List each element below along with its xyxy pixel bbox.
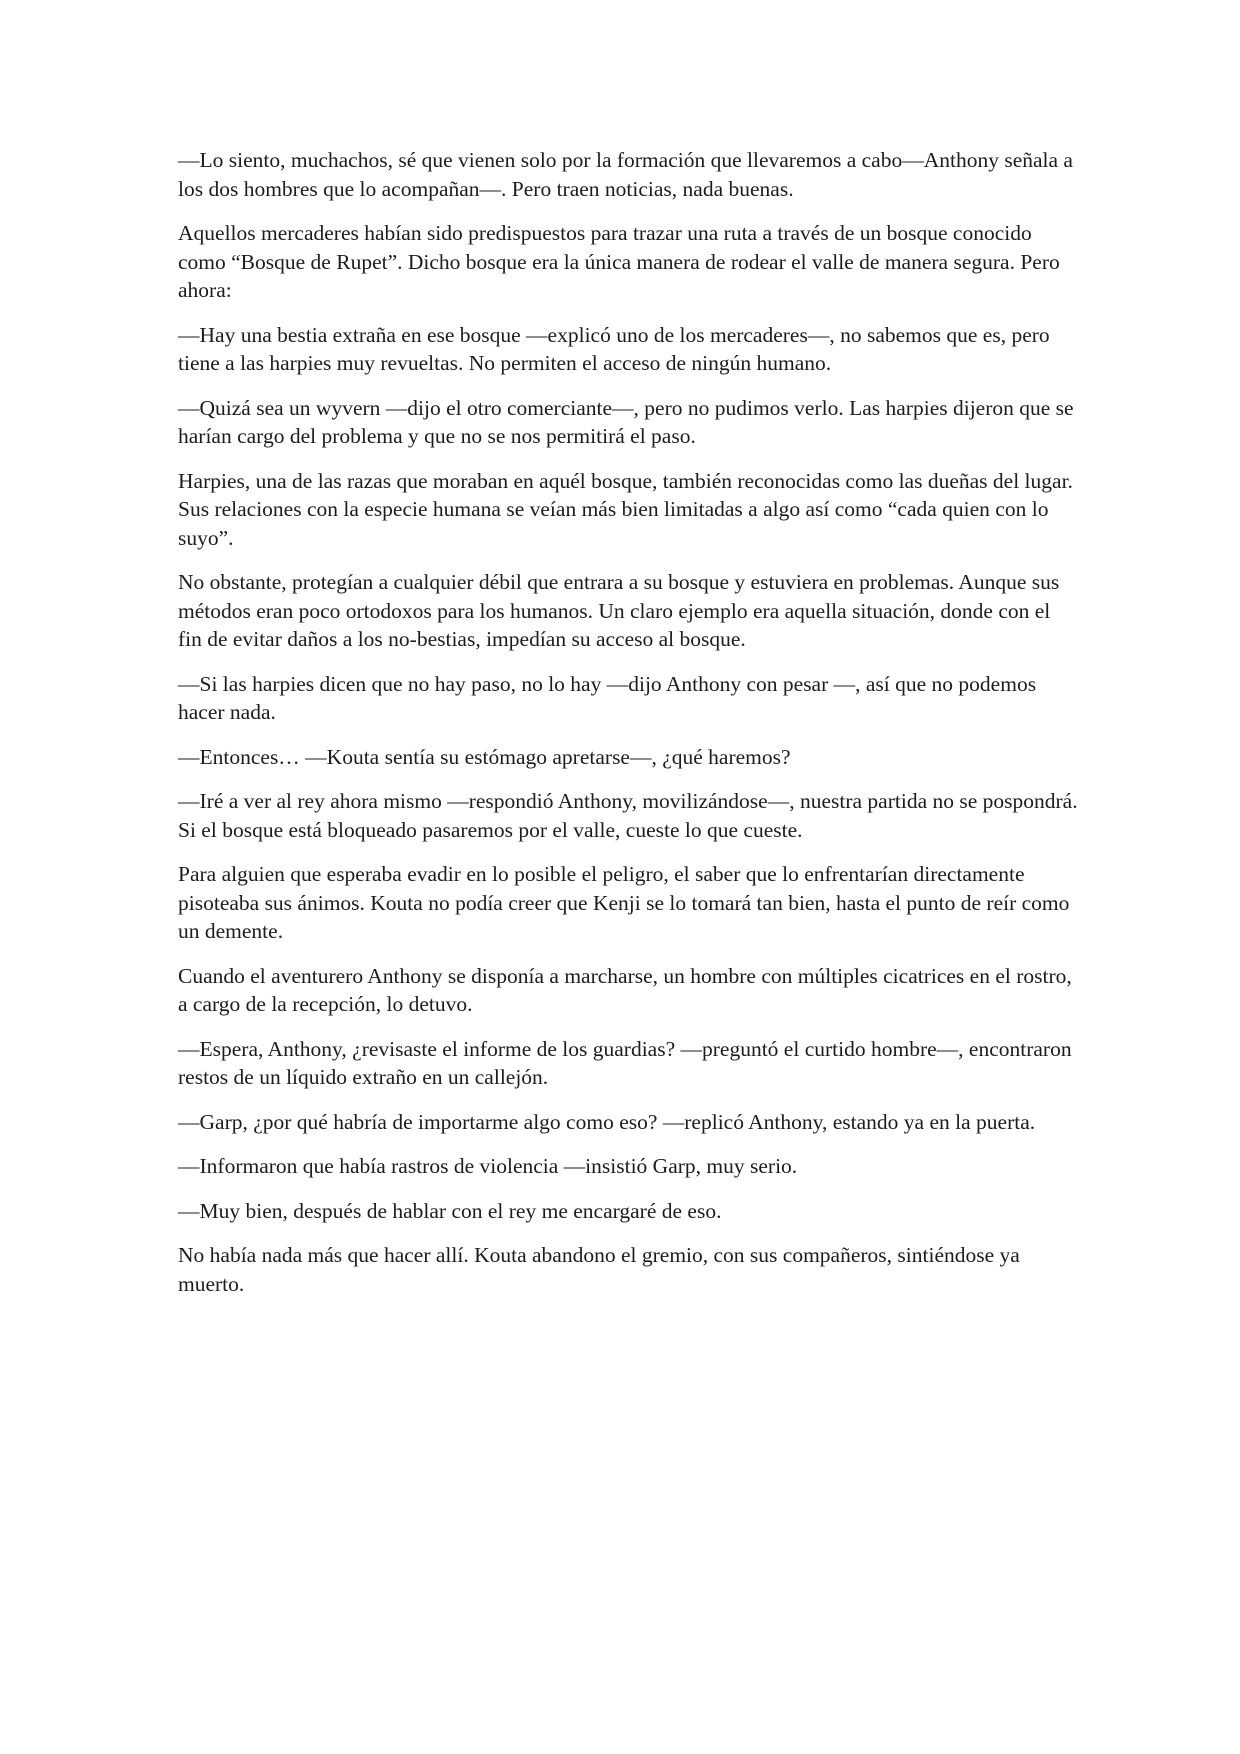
body-text xyxy=(178,146,1078,1314)
paragraph: —Muy bien, después de hablar con el rey me encargaré de eso. xyxy=(178,1198,722,1223)
paragraph: No obstante, protegían a cualquier débil que entrara a su bosque y estuviera en problemas. Aunque sus métodos eran poco ortodoxos para los humanos. Un claro ejemplo era aquella situación, donde con el fin de evitar daños a los no-bestias, impedían su acceso al bosque. xyxy=(178,570,1060,651)
paragraph: —Garp, ¿por qué habría de importarme algo como eso? —replicó Anthony, estando ya en la puerta. xyxy=(178,1109,1036,1134)
paragraph: Aquellos mercaderes habían sido predispuestos para trazar una ruta a través de un bosque conocido como “Bosque de Rupet”. Dicho bosque era la única manera de rodear el valle de manera segura. Pero ahora: xyxy=(178,221,1060,302)
paragraph: —Hay una bestia extraña en ese bosque —explicó uno de los mercaderes—, no sabemos que es, pero tiene a las harpies muy revueltas. No permiten el acceso de ningún humano. xyxy=(178,322,1050,375)
paragraph: No había nada más que hacer allí. Kouta abandono el gremio, con sus compañeros, sintiéndose ya muerto. xyxy=(178,1243,1020,1296)
paragraph: Cuando el aventurero Anthony se disponía a marcharse, un hombre con múltiples cicatrices en el rostro, a cargo de la recepción, lo detuvo. xyxy=(178,963,1072,1016)
paragraph: —Lo siento, muchachos, sé que vienen solo por la formación que llevaremos a cabo—Anthony señala a los dos hombres que lo acompañan—. Pero traen noticias, nada buenas. xyxy=(178,148,1073,201)
paragraph: Para alguien que esperaba evadir en lo posible el peligro, el saber que lo enfrentarían directamente pisoteaba sus ánimos. Kouta no podía creer que Kenji se lo tomará tan bien, hasta el punto de reír como un demente. xyxy=(178,862,1070,943)
paragraph: —Espera, Anthony, ¿revisaste el informe de los guardias? —preguntó el curtido hombre—, encontraron restos de un líquido extraño en un callejón. xyxy=(178,1036,1072,1089)
paragraph: —Entonces… —Kouta sentía su estómago apretarse—, ¿qué haremos? xyxy=(178,744,791,769)
paragraph: —Iré a ver al rey ahora mismo —respondió Anthony, movilizándose—, nuestra partida no se pospondrá. Si el bosque está bloqueado pasaremos por el valle, cueste lo que cueste. xyxy=(178,789,1078,842)
paragraph: —Si las harpies dicen que no hay paso, no lo hay —dijo Anthony con pesar —, así que no podemos hacer nada. xyxy=(178,671,1037,724)
paragraph: —Informaron que había rastros de violencia —insistió Garp, muy serio. xyxy=(178,1154,798,1178)
paragraph: —Quizá sea un wyvern —dijo el otro comerciante—, pero no pudimos verlo. Las harpies dijeron que se harían cargo del problema y que no se nos permitirá el paso. xyxy=(178,395,1074,448)
paragraph: Harpies, una de las razas que moraban en aquél bosque, también reconocidas como las dueñas del lugar. Sus relaciones con la especie humana se veían más bien limitadas a algo así como “cada quien con lo suyo”. xyxy=(178,468,1073,550)
